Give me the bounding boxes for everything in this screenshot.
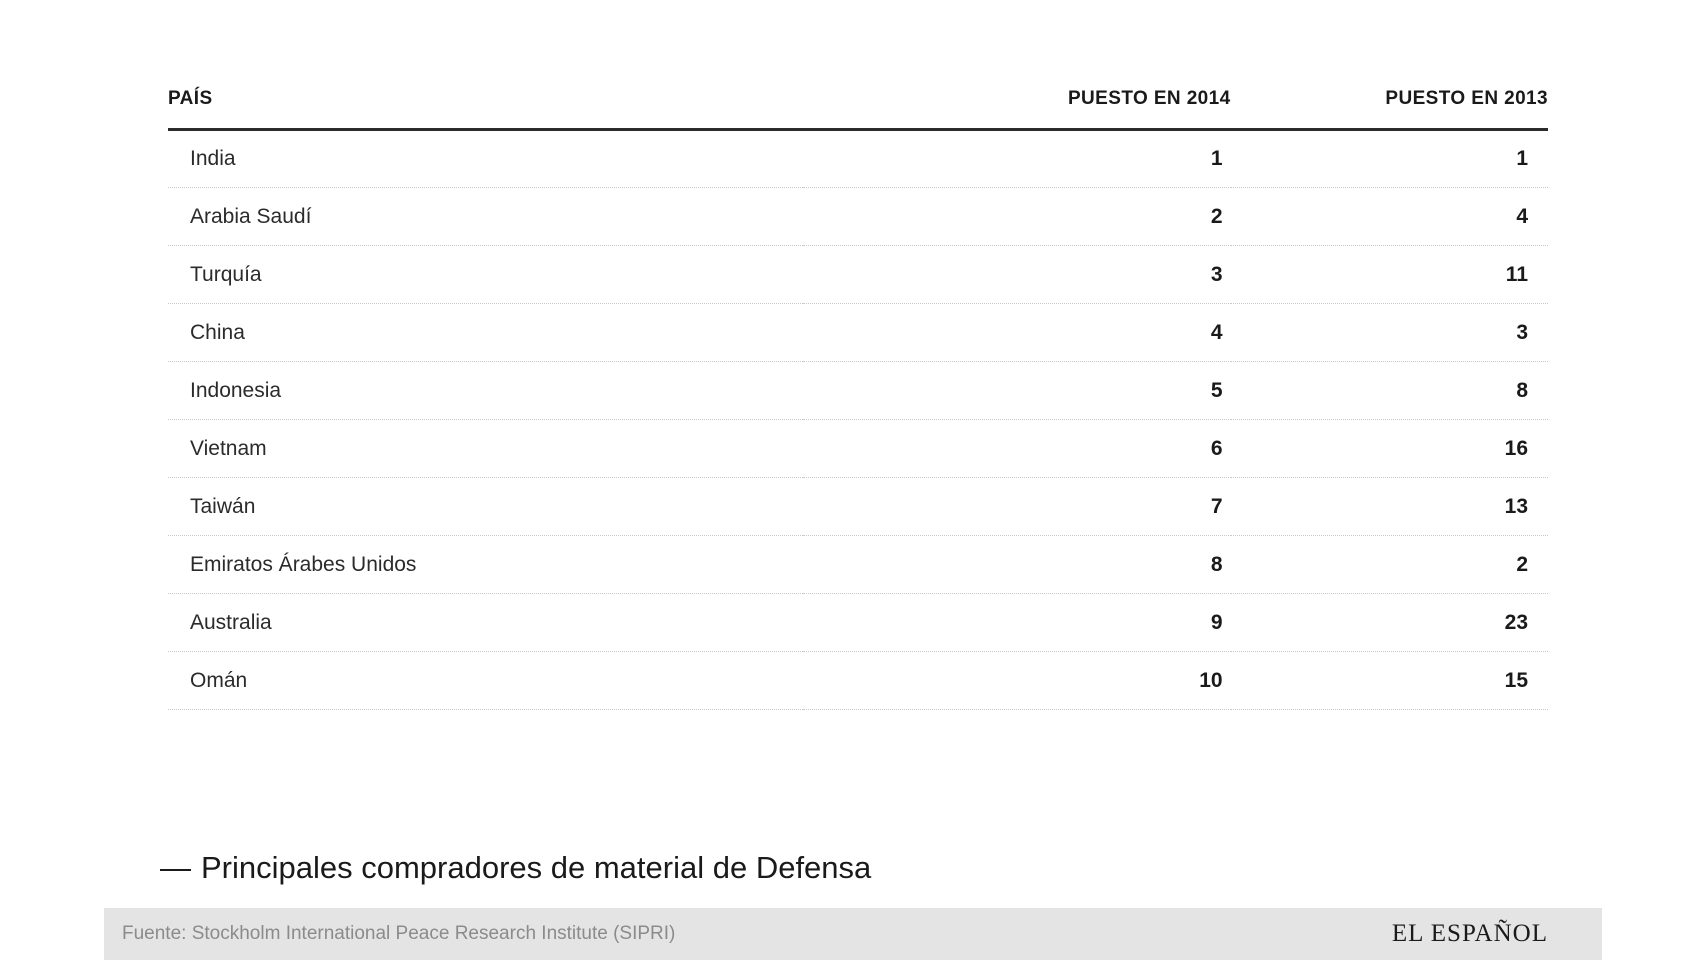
- cell-rank-2013: 15: [1504, 668, 1528, 692]
- table-row: [168, 478, 1548, 536]
- cell-rank-2013: 3: [1516, 320, 1528, 344]
- cell-rank-2014: 3: [1210, 262, 1223, 286]
- cell-country: India: [190, 147, 236, 170]
- column-header-rank-2014: PUESTO EN 2014: [1067, 88, 1231, 109]
- cell-rank-2014: 7: [1210, 494, 1223, 518]
- cell-rank-2014: 5: [1210, 378, 1223, 402]
- cell-rank-2013: 16: [1504, 436, 1528, 460]
- footer-bar: [104, 908, 1602, 960]
- column-header-country: PAÍS: [168, 88, 213, 109]
- table-row: [168, 594, 1548, 652]
- table-header: [168, 88, 1548, 130]
- cell-country: Turquía: [190, 262, 262, 286]
- cell-country: Emiratos Árabes Unidos: [190, 552, 417, 576]
- cell-rank-2013: 1: [1516, 147, 1528, 170]
- cell-rank-2013: 13: [1504, 494, 1528, 518]
- cell-rank-2014: 10: [1199, 668, 1223, 692]
- table-row: [168, 420, 1548, 478]
- table-row: [168, 362, 1548, 420]
- table-row: [168, 652, 1548, 710]
- table-row: [168, 536, 1548, 594]
- chart-caption: [160, 850, 871, 886]
- cell-rank-2014: 9: [1210, 610, 1223, 634]
- cell-rank-2014: 1: [1210, 147, 1223, 170]
- source-note: Fuente: Stockholm International Peace Research Institute (SIPRI): [122, 923, 676, 944]
- cell-country: Vietnam: [190, 436, 267, 460]
- caption-text: Principales compradores de material de Defensa: [201, 850, 872, 885]
- cell-country: China: [190, 320, 245, 344]
- cell-rank-2013: 11: [1505, 262, 1528, 286]
- cell-rank-2013: 2: [1516, 552, 1528, 576]
- table-row: [168, 130, 1548, 188]
- caption-dash: —: [160, 850, 191, 885]
- cell-rank-2014: 8: [1210, 552, 1223, 576]
- table-body: [168, 130, 1548, 710]
- cell-rank-2014: 4: [1210, 320, 1223, 344]
- table-row: [168, 246, 1548, 304]
- table-row: [168, 188, 1548, 246]
- cell-country: Arabia Saudí: [190, 204, 312, 228]
- cell-country: Australia: [190, 610, 272, 634]
- column-header-rank-2013: PUESTO EN 2013: [1385, 88, 1548, 109]
- ranking-table-container: [168, 88, 1548, 710]
- cell-rank-2014: 2: [1210, 204, 1223, 228]
- cell-rank-2013: 23: [1504, 610, 1528, 634]
- brand-logo: EL ESPAÑOL: [1391, 920, 1548, 947]
- cell-country: Omán: [190, 668, 248, 692]
- cell-rank-2013: 8: [1516, 378, 1528, 402]
- cell-country: Taiwán: [190, 494, 256, 518]
- ranking-table: [168, 88, 1548, 710]
- cell-rank-2013: 4: [1516, 204, 1528, 228]
- table-header-row: [168, 88, 1548, 130]
- cell-rank-2014: 6: [1210, 436, 1223, 460]
- table-row: [168, 304, 1548, 362]
- cell-country: Indonesia: [190, 378, 282, 402]
